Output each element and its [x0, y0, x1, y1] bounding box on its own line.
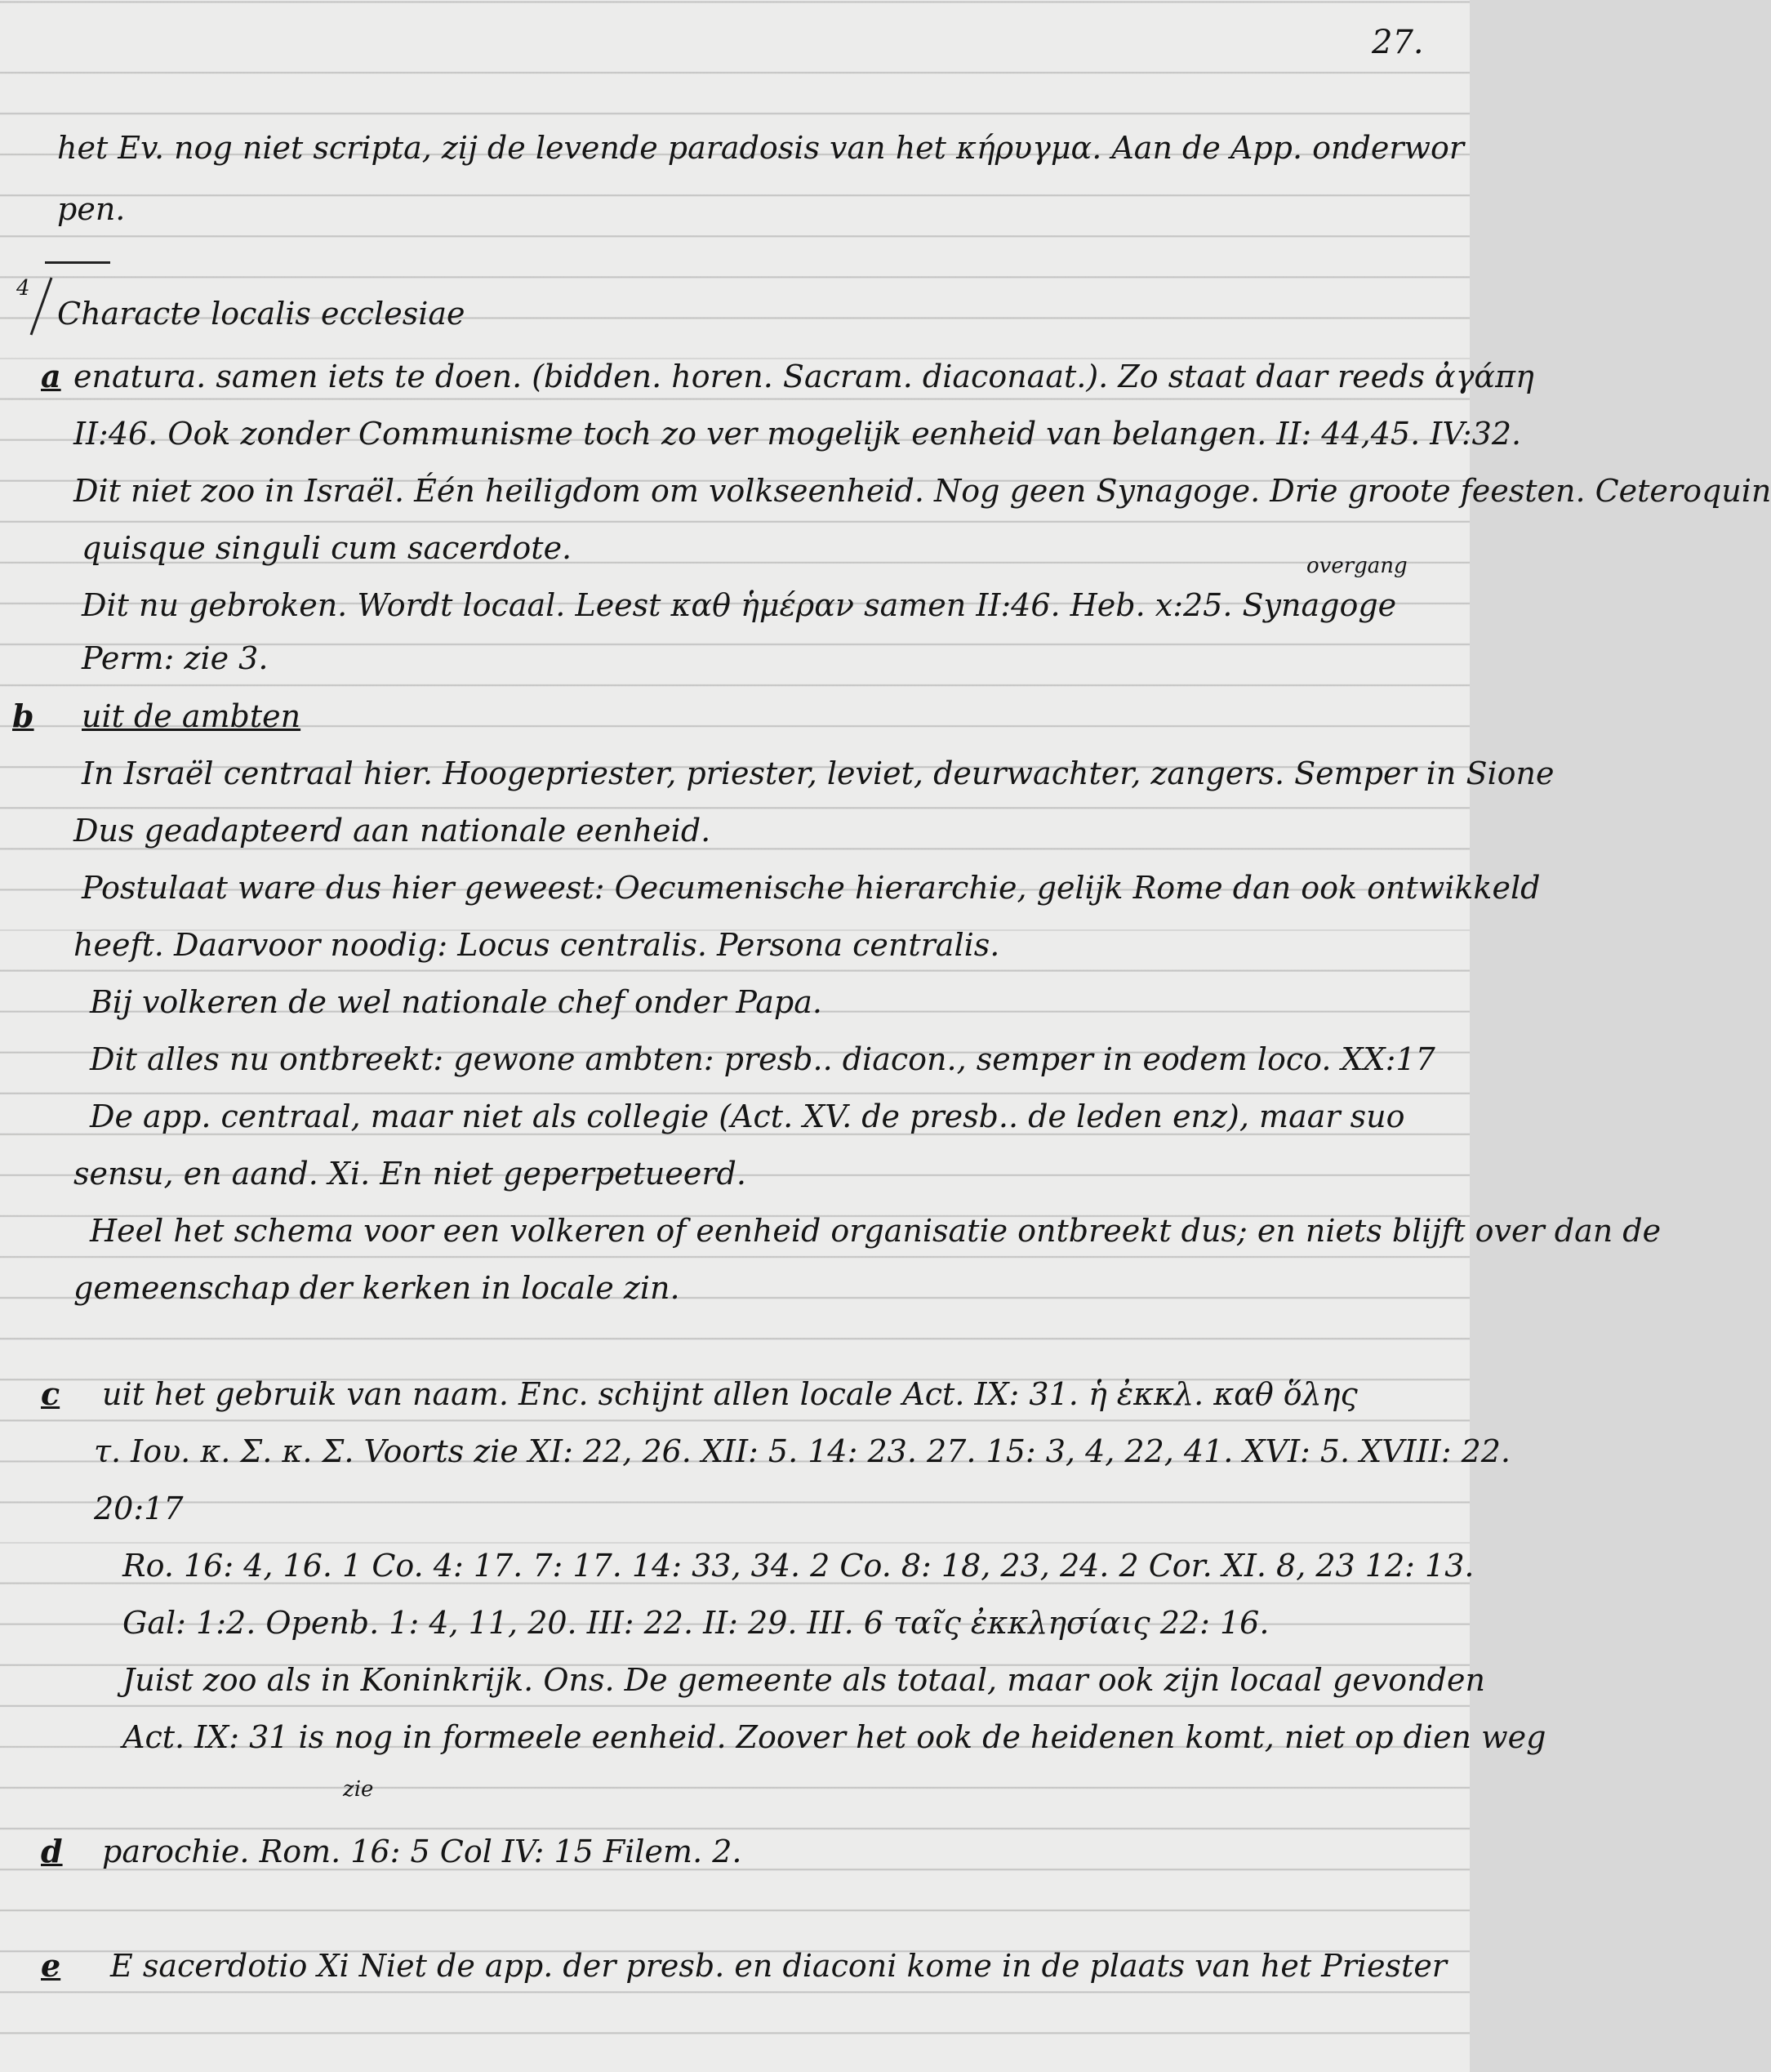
insert-note: overgang: [1306, 554, 1408, 578]
marker-a: a: [41, 358, 61, 394]
text-line-19: Heel het schema voor een volkeren of eenheid organisatie ontbreekt dus; en niets blijft over dan de: [90, 1213, 1662, 1249]
text-line-12: Dus geadapteerd aan nationale eenheid.: [73, 813, 711, 849]
text-line-21: uit het gebruik van naam. Enc. schijnt allen locale Act. IX: 31. ἡ ἐκκλ. καθ ὅλης: [102, 1376, 1358, 1412]
text-line-17: De app. centraal, maar niet als collegie (Act. XV. de presb.. de leden enz), maar suo: [90, 1098, 1405, 1134]
text-line-8: Dit nu gebroken. Wordt locaal. Leest καθ ἡμέραν samen II:46. Heb. x:25. Synagoge: [82, 587, 1397, 623]
text-line-15: Bij volkeren de wel nationale chef onder Papa.: [90, 984, 822, 1020]
text-line-14: heeft. Daarvoor noodig: Locus centralis. Persona centralis.: [73, 927, 1000, 963]
text-line-16: Dit alles nu ontbreekt: gewone ambten: presb.. diacon., semper in eodem loco. XX:17: [90, 1041, 1435, 1077]
text-line-23: 20:17: [94, 1491, 184, 1526]
marker-c: c: [41, 1375, 60, 1412]
page-number: 27.: [1372, 24, 1424, 61]
margin-section-number: 4: [16, 276, 30, 301]
stray-mark: zie: [343, 1777, 374, 1802]
section-heading: Characte localis ecclesiae: [57, 296, 465, 332]
text-line-1: het Ev. nog niet scripta, zij de levende paradosis van het κήρυγμα. Aan de App. onderwor: [57, 130, 1465, 166]
text-line-25: Gal: 1:2. Openb. 1: 4, 11, 20. III: 22. II: 29. III. 6 ταῖς ἐκκλησίαις 22: 16.: [122, 1605, 1270, 1641]
text-line-28: parochie. Rom. 16: 5 Col IV: 15 Filem. 2.: [102, 1834, 742, 1869]
text-line-18: sensu, en aand. Xi. En niet geperpetueerd.: [73, 1156, 746, 1192]
section-rule: [45, 261, 110, 264]
text-line-22: τ. Ιου. κ. Σ. κ. Σ. Voorts zie XI: 22, 26. XII: 5. 14: 23. 27. 15: 3, 4, 22, 41. XVI: 5. XVIII: 22.: [94, 1433, 1511, 1469]
text-line-13: Postulaat ware dus hier geweest: Oecumenische hierarchie, gelijk Rome dan ook ontwikkeld: [82, 870, 1541, 906]
text-line-27: Act. IX: 31 is nog in formeele eenheid. Zoover het ook de heidenen komt, niet op dien weg: [122, 1719, 1546, 1755]
subheading-b: uit de ambten: [82, 698, 301, 734]
text-line-26: Juist zoo als in Koninkrijk. Ons. De gemeente als totaal, maar ook zijn locaal gevonden: [122, 1662, 1485, 1698]
marker-d: d: [41, 1833, 63, 1869]
marker-e: e: [41, 1947, 61, 1984]
text-line-20: gemeenschap der kerken in locale zin.: [73, 1270, 680, 1306]
text-line-9: Perm: zie 3.: [82, 640, 269, 676]
text-line-11: In Israël centraal hier. Hoogepriester, priester, leviet, deurwachter, zangers. Semper in Sione: [82, 755, 1555, 791]
text-line-2: pen.: [57, 191, 126, 227]
text-line-4: enatura. samen iets te doen. (bidden. horen. Sacram. diaconaat.). Zo staat daar reeds ἀγάπη: [73, 359, 1534, 394]
text-line-29: E sacerdotio Xi Niet de app. der presb. en diaconi kome in de plaats van het Priester: [110, 1948, 1447, 1984]
text-line-7: quisque singuli cum sacerdote.: [82, 530, 572, 566]
text-line-6: Dit niet zoo in Israël. Één heiligdom om volkseenheid. Nog geen Synagoge. Drie groote feesten. Ceteroquin: [73, 473, 1771, 509]
text-line-24: Ro. 16: 4, 16. 1 Co. 4: 17. 7: 17. 14: 33, 34. 2 Co. 8: 18, 23, 24. 2 Cor. XI. 8, 23 12: 13.: [122, 1548, 1475, 1584]
marker-b: b: [12, 697, 34, 734]
text-line-5: II:46. Ook zonder Communisme toch zo ver mogelijk eenheid van belangen. II: 44,45. IV:32.: [73, 416, 1522, 452]
